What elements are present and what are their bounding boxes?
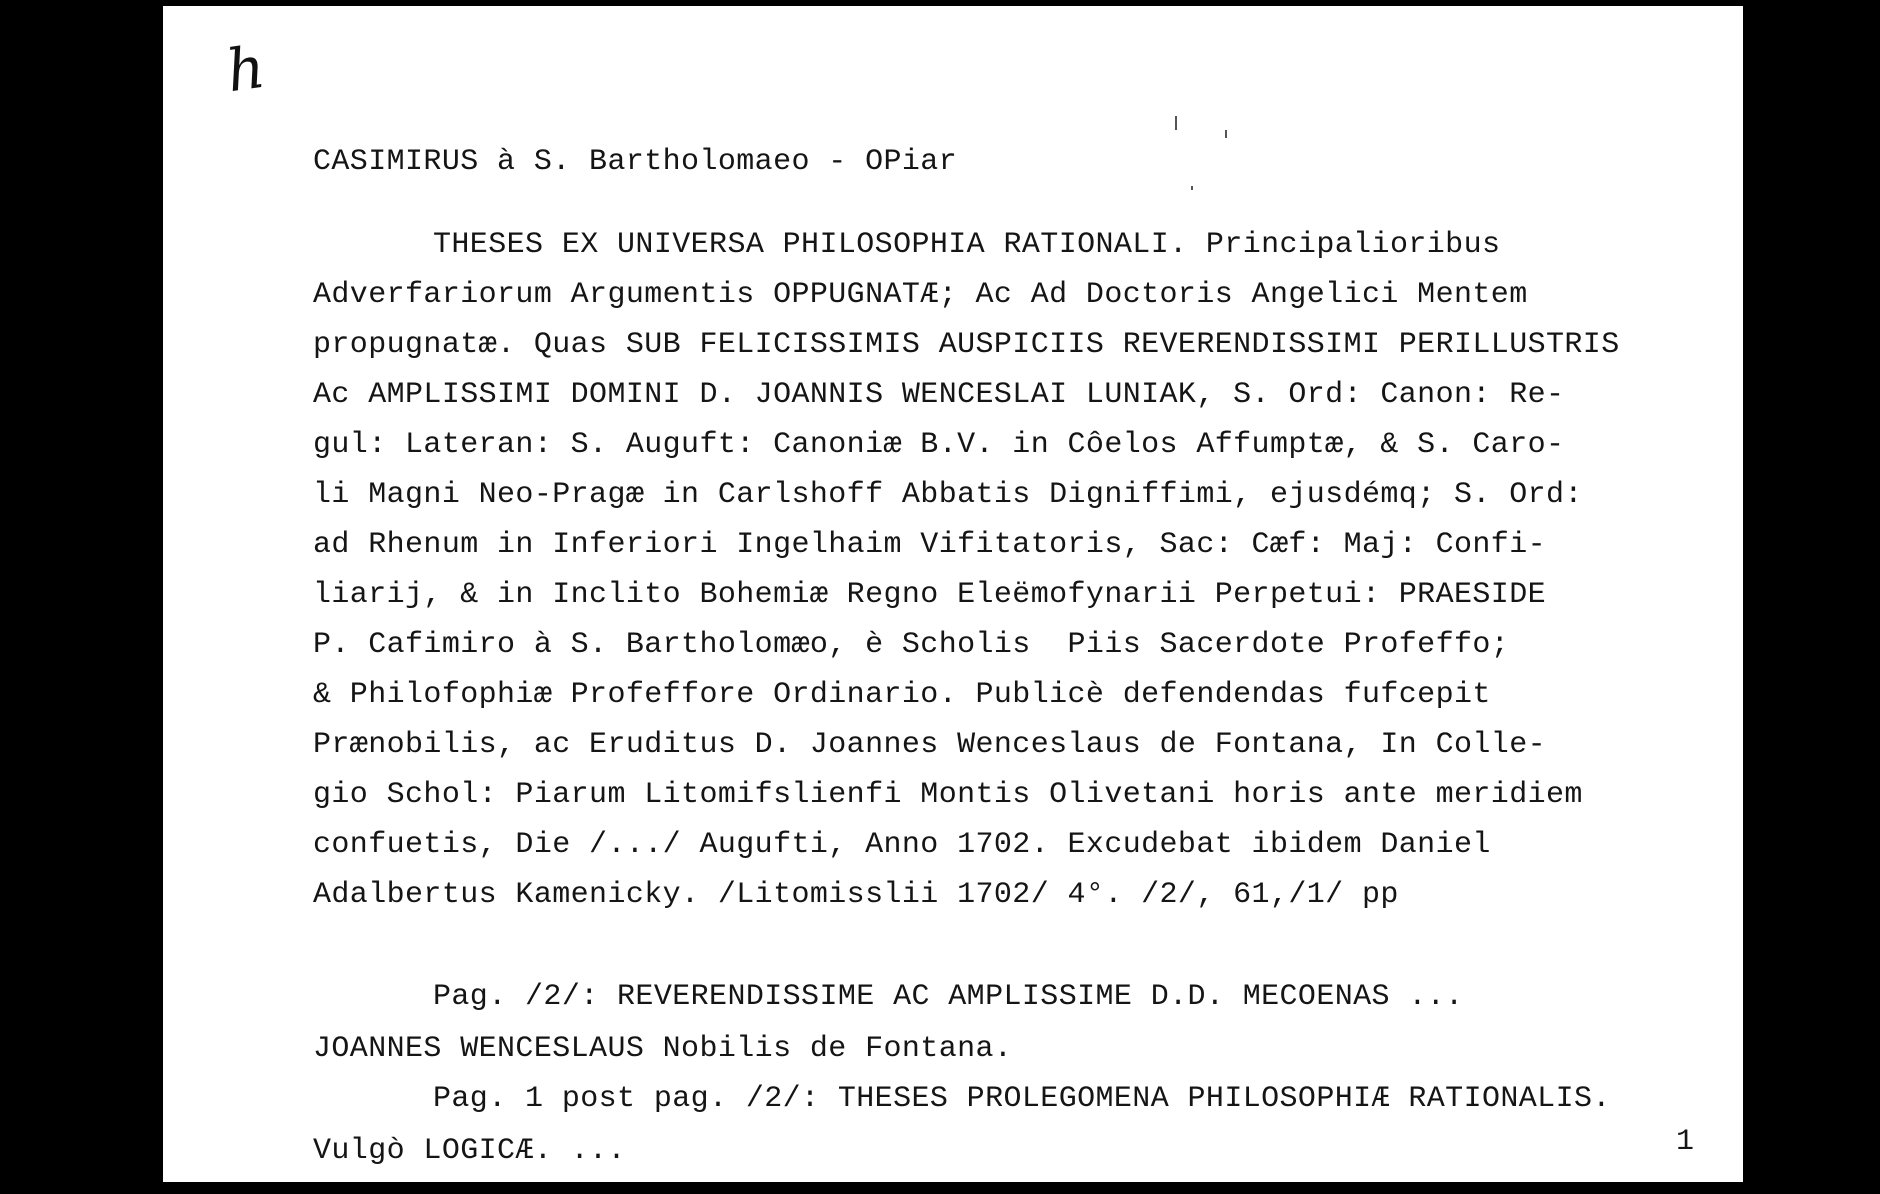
- body-line: propugnatæ. Quas SUB FELICISSIMIS AUSPICIIS REVERENDISSIMI PERILLUSTRIS: [313, 328, 1620, 362]
- handwritten-mark: h: [222, 32, 270, 106]
- note-line: Pag. /2/: REVERENDISSIME AC AMPLISSIME D.D. MECOENAS ...: [433, 980, 1464, 1014]
- body-line: gul: Lateran: S. Auguft: Canoniæ B.V. in Côelos Affumptæ, & S. Caro-: [313, 428, 1565, 462]
- body-line: THESES EX UNIVERSA PHILOSOPHIA RATIONALI. Principalioribus: [433, 228, 1501, 262]
- body-line: & Philofophiæ Profeffore Ordinario. Publicè defendendas fufcepit: [313, 678, 1491, 712]
- body-line: Adalbertus Kamenicky. /Litomisslii 1702/ 4°. /2/, 61,/1/ pp: [313, 878, 1399, 912]
- scan-speck: [1191, 186, 1193, 190]
- catalog-card-page: [163, 6, 1743, 1182]
- body-line: P. Cafimiro à S. Bartholomæo, è Scholis Piis Sacerdote Profeffo;: [313, 628, 1510, 662]
- body-line: Ac AMPLISSIMI DOMINI D. JOANNIS WENCESLAI LUNIAK, S. Ord: Canon: Re-: [313, 378, 1565, 412]
- scan-speck: [1175, 116, 1177, 130]
- card-heading: CASIMIRUS à S. Bartholomaeo - OPiar: [313, 145, 958, 179]
- note-line: Pag. 1 post pag. /2/: THESES PROLEGOMENA PHILOSOPHIÆ RATIONALIS.: [433, 1082, 1611, 1116]
- body-line: gio Schol: Piarum Litomifslienfi Montis Olivetani horis ante meridiem: [313, 778, 1583, 812]
- body-line: ad Rhenum in Inferiori Ingelhaim Vifitatoris, Sac: Cæf: Maj: Confi-: [313, 528, 1546, 562]
- body-line: li Magni Neo-Pragæ in Carlshoff Abbatis Digniffimi, ejusdémq; S. Ord:: [313, 478, 1583, 512]
- note-line: JOANNES WENCESLAUS Nobilis de Fontana.: [313, 1032, 1013, 1066]
- scan-speck: [1225, 130, 1227, 138]
- body-line: Prænobilis, ac Eruditus D. Joannes Wenceslaus de Fontana, In Colle-: [313, 728, 1546, 762]
- page-number: 1: [1676, 1125, 1695, 1159]
- body-line: Adverfariorum Argumentis OPPUGNATÆ; Ac Ad Doctoris Angelici Mentem: [313, 278, 1528, 312]
- body-line: liarij, & in Inclito Bohemiæ Regno Eleëmofynarii Perpetui: PRAESIDE: [313, 578, 1546, 612]
- note-line: Vulgò LOGICÆ. ...: [313, 1134, 626, 1168]
- body-line: confuetis, Die /.../ Augufti, Anno 1702. Excudebat ibidem Daniel: [313, 828, 1491, 862]
